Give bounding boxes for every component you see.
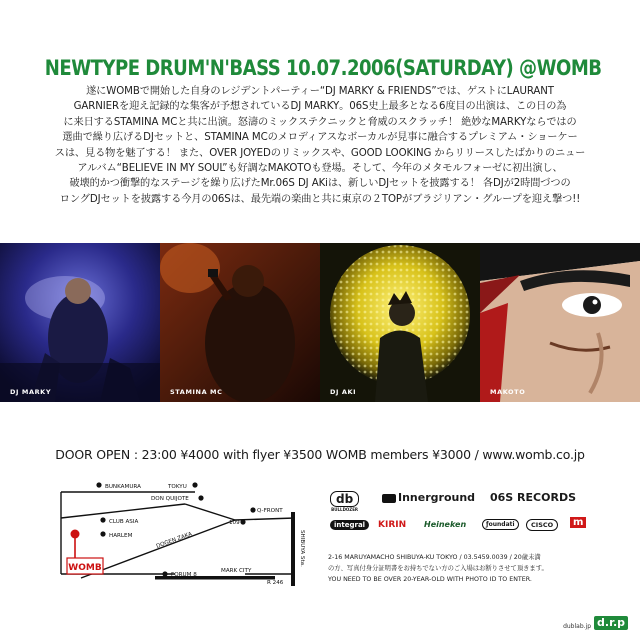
records-logo: 06S RECORDS	[490, 491, 576, 504]
footer-small-text: dublab.jp	[563, 623, 592, 630]
photo-caption: DJ MARKY	[10, 388, 52, 396]
sponsor-logos	[330, 488, 592, 548]
innerground-text: Innerground	[398, 491, 476, 504]
photo-stamina-mc	[160, 243, 320, 402]
description-line: GARNIERを迎え記録的な集客が予想されているDJ MARKY。06S史上最多となる6度目の出演は、この日の為	[73, 101, 567, 113]
map-label: MARK CITY	[221, 568, 252, 574]
innerground-logo	[382, 491, 475, 504]
address-line: YOU NEED TO BE OVER 20-YEAR-OLD WITH PHOTO ID TO ENTER.	[328, 576, 532, 584]
map-label: 109	[229, 520, 240, 526]
integral-logo: integral	[330, 520, 369, 530]
map-label: Q-FRONT	[257, 508, 283, 514]
description-line: 破壊的かつ衝撃的なステージを繰り広げたMr.06S DJ AKiは、新しいDJセットを披露する！ 各DJが2時間づつの	[69, 178, 571, 190]
heineken-logo: Heineken	[424, 520, 467, 529]
photo-dj-aki	[320, 243, 480, 402]
photo-makoto	[480, 243, 640, 402]
description-line: に来日するSTAMINA MCと共に出演。怒濤のミックステクニックと脅威のスクラッチ！ 絶妙なMARKYならではの	[63, 116, 577, 128]
m-logo: m	[570, 517, 586, 528]
map-label: DOGEN ZAKA	[155, 531, 194, 550]
photo-caption: MAKOTO	[490, 388, 526, 396]
door-info: DOOR OPEN : 23:00 ¥4000 with flyer ¥3500 WOMB members ¥3000 / www.womb.co.jp	[55, 447, 585, 462]
kirin-logo: KIRIN	[378, 520, 407, 530]
innerground-icon	[382, 494, 396, 503]
bulldozer-text: BULLDOZER	[331, 507, 358, 512]
description-line: ロングDJセットを披露する今月の06Sは、最先端の楽曲と共に東京の２TOPがブラジリアン・グループを迎え撃つ!!	[59, 193, 581, 205]
description-line: アルバム“BELIEVE IN MY SOUL”も好調なMAKOTOも登場。そして、今年のメタモルフォーゼに初出演し、	[77, 163, 563, 175]
map-label: TOKYU	[168, 484, 187, 490]
event-description	[54, 84, 586, 207]
db-logo-text: db	[330, 491, 359, 507]
footer-big-logo: d.r.p	[594, 616, 628, 630]
description-line: 遂にWOMBで開始した自身のレジデントパーティー“DJ MARKY & FRIENDS”では、ゲストにLAURANT	[86, 86, 554, 97]
artist-photo-strip	[0, 243, 640, 402]
address-line: 2-16 MARUYAMACHO SHIBUYA-KU TOKYO / 03.5459.0039 / 20歳未満	[328, 554, 541, 561]
venue-address	[328, 552, 596, 586]
photo-caption: STAMINA MC	[170, 388, 223, 396]
map-label: FORUM 8	[171, 572, 197, 578]
db-logo	[330, 488, 359, 512]
photo-caption: DJ AKI	[330, 388, 357, 396]
map-label: BUNKAMURA	[105, 484, 141, 490]
map-label: CLUB ASIA	[109, 519, 139, 525]
photo-dj-marky	[0, 243, 160, 402]
map-label: DON QUIJOTE	[151, 496, 189, 502]
cisco-logo: CISCO	[526, 519, 558, 531]
venue-map	[55, 478, 317, 586]
footer-logo	[563, 616, 628, 630]
description-line: スは、見る物を魅了する！ また、OVER JOYEDのリミックスや、GOOD LOOKING からリリースしたばかりのニュー	[54, 147, 586, 159]
map-label: SHIBUYA Sta.	[299, 530, 305, 567]
womb-label: WOMB	[68, 563, 102, 573]
description-line: 選曲で繰り広げるDJセットと、STAMINA MCのメロディアスなボーカルが見事に融合するプレミアム・ショーケー	[62, 132, 578, 144]
address-line: の方、写真付身分証明書をお持ちでない方のご入場はお断りさせて頂きます。	[328, 565, 548, 573]
event-headline: NEWTYPE DRUM'N'BASS 10.07.2006(SATURDAY) @WOMB	[44, 56, 602, 80]
map-label: R 246	[267, 580, 284, 586]
foundation-logo: ƒoundati	[482, 519, 519, 530]
map-label: HARLEM	[109, 533, 133, 539]
